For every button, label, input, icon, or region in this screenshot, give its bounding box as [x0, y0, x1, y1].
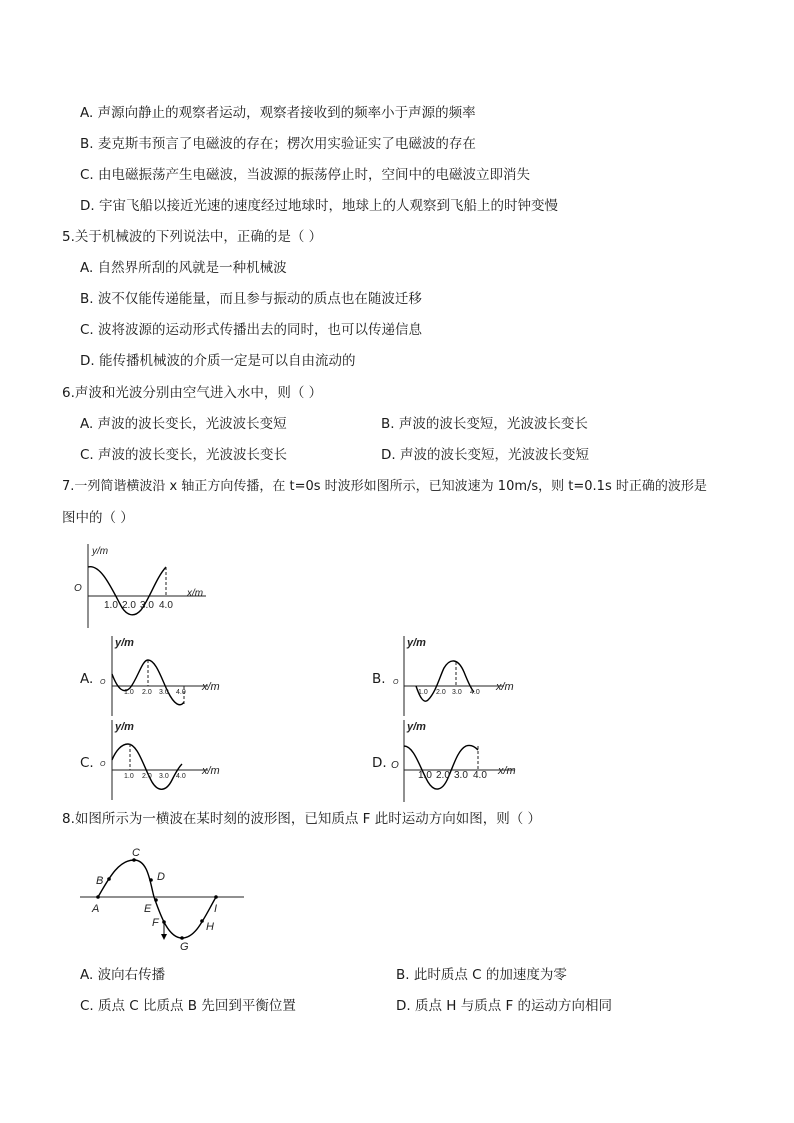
- q5-stem: 5.关于机械波的下列说法中，正确的是（ ）: [62, 229, 323, 245]
- y-axis-label: y/m: [115, 721, 134, 733]
- origin-label: O: [391, 760, 399, 771]
- q7-choice-c-label: C.: [80, 755, 94, 771]
- q7-choice-c-graph: [96, 716, 236, 804]
- point-label-h: H: [206, 921, 214, 933]
- y-axis-label: y/m: [115, 637, 134, 649]
- q7-choice-d-graph: [388, 716, 528, 804]
- q6-option-b: B. 声波的波长变短，光波波长变长: [381, 416, 588, 432]
- q5-option-d: D. 能传播机械波的介质一定是可以自由流动的: [80, 353, 356, 369]
- point-label-i: I: [214, 903, 218, 915]
- q8-option-a: A. 波向右传播: [80, 967, 166, 983]
- q7-choice-b-graph: [388, 632, 528, 720]
- q8-option-b: B. 此时质点 C 的加速度为零: [396, 967, 567, 983]
- tick-2: 2.0: [436, 689, 446, 696]
- point-label-c: C: [132, 847, 140, 859]
- q7-stem-line2: 图中的（ ）: [62, 510, 134, 526]
- tick-2: 2.0: [436, 770, 450, 781]
- point-h-dot: [200, 919, 204, 923]
- y-axis-label: y/m: [92, 546, 109, 557]
- tick-3: 3.0: [159, 773, 169, 780]
- q7-given-waveform: [70, 540, 220, 632]
- x-axis-label: x/m: [496, 681, 514, 693]
- tick-3: 3.0: [454, 770, 468, 781]
- tick-3: 3.0: [452, 689, 462, 696]
- q8-waveform: [78, 842, 250, 954]
- tick-4: 4.0: [159, 600, 173, 611]
- arrow-head-icon: [161, 934, 167, 940]
- origin-label: O: [100, 679, 106, 686]
- tick-4: 4.0: [470, 689, 480, 696]
- q4-option-a: A. 声源向静止的观察者运动，观察者接收到的频率小于声源的频率: [80, 105, 476, 121]
- q8-stem: 8.如图所示为一横波在某时刻的波形图，已知质点 F 此时运动方向如图，则（ ）: [62, 811, 542, 827]
- q8-option-c: C. 质点 C 比质点 B 先回到平衡位置: [80, 998, 296, 1014]
- q5-option-c: C. 波将波源的运动形式传播出去的同时，也可以传递信息: [80, 322, 423, 338]
- point-label-f: F: [152, 917, 159, 929]
- q4-option-d: D. 宇宙飞船以接近光速的速度经过地球时，地球上的人观察到飞船上的时钟变慢: [80, 198, 558, 214]
- q4-option-b: B. 麦克斯韦预言了电磁波的存在；楞次用实验证实了电磁波的存在: [80, 136, 476, 152]
- tick-2: 2.0: [122, 600, 136, 611]
- q7-choice-d-label: D.: [372, 755, 387, 771]
- tick-1: 1.0: [124, 773, 134, 780]
- tick-3: 3.0: [140, 600, 154, 611]
- x-axis-label: x/m: [498, 765, 516, 777]
- x-axis-label: x/m: [187, 588, 204, 599]
- point-label-g: G: [180, 941, 189, 953]
- point-b-dot: [107, 877, 111, 881]
- point-i-dot: [214, 895, 218, 899]
- y-axis-label: y/m: [407, 721, 426, 733]
- q6-option-d: D. 声波的波长变短，光波波长变短: [381, 447, 589, 463]
- tick-1: 1.0: [104, 600, 118, 611]
- q6-option-c: C. 声波的波长变长，光波波长变长: [80, 447, 288, 463]
- tick-2: 2.0: [142, 689, 152, 696]
- point-a-dot: [96, 895, 100, 899]
- y-axis-label: y/m: [407, 637, 426, 649]
- origin-label: O: [74, 583, 82, 594]
- q7-stem-line1: 7.一列简谐横波沿 x 轴正方向传播，在 t=0s 时波形如图所示，已知波速为 10m/s，则 t=0.1s 时正确的波形是: [62, 479, 707, 494]
- point-d-dot: [149, 878, 153, 882]
- tick-2: 2.0: [142, 773, 152, 780]
- tick-1: 1.0: [418, 689, 428, 696]
- q7-choice-a-label: A.: [80, 671, 94, 687]
- x-axis-label: x/m: [202, 765, 220, 777]
- q6-stem: 6.声波和光波分别由空气进入水中，则（ ）: [62, 385, 323, 401]
- tick-1: 1.0: [418, 770, 432, 781]
- origin-label: O: [100, 761, 106, 768]
- tick-1: 1.0: [124, 689, 134, 696]
- point-label-d: D: [157, 871, 165, 883]
- q7-choice-a-graph: [96, 632, 236, 720]
- point-e-dot: [154, 898, 158, 902]
- tick-4: 4.0: [473, 770, 487, 781]
- q8-option-d: D. 质点 H 与质点 F 的运动方向相同: [396, 998, 613, 1014]
- tick-4: 4.0: [176, 773, 186, 780]
- q5-option-a: A. 自然界所刮的风就是一种机械波: [80, 260, 287, 276]
- wave-curve: [112, 744, 182, 789]
- point-label-b: B: [96, 875, 104, 887]
- tick-4: 4.0: [176, 689, 186, 696]
- origin-label: O: [393, 679, 399, 686]
- point-g-dot: [180, 936, 184, 940]
- q7-choice-b-label: B.: [372, 671, 386, 687]
- x-axis-label: x/m: [202, 681, 220, 693]
- point-label-a: A: [92, 903, 100, 915]
- point-label-e: E: [144, 903, 152, 915]
- q5-option-b: B. 波不仅能传递能量，而且参与振动的质点也在随波迁移: [80, 291, 422, 307]
- wave-curve: [404, 745, 478, 789]
- q6-option-a: A. 声波的波长变长，光波波长变短: [80, 416, 287, 432]
- q4-option-c: C. 由电磁振荡产生电磁波，当波源的振荡停止时，空间中的电磁波立即消失: [80, 167, 531, 183]
- tick-3: 3.0: [159, 689, 169, 696]
